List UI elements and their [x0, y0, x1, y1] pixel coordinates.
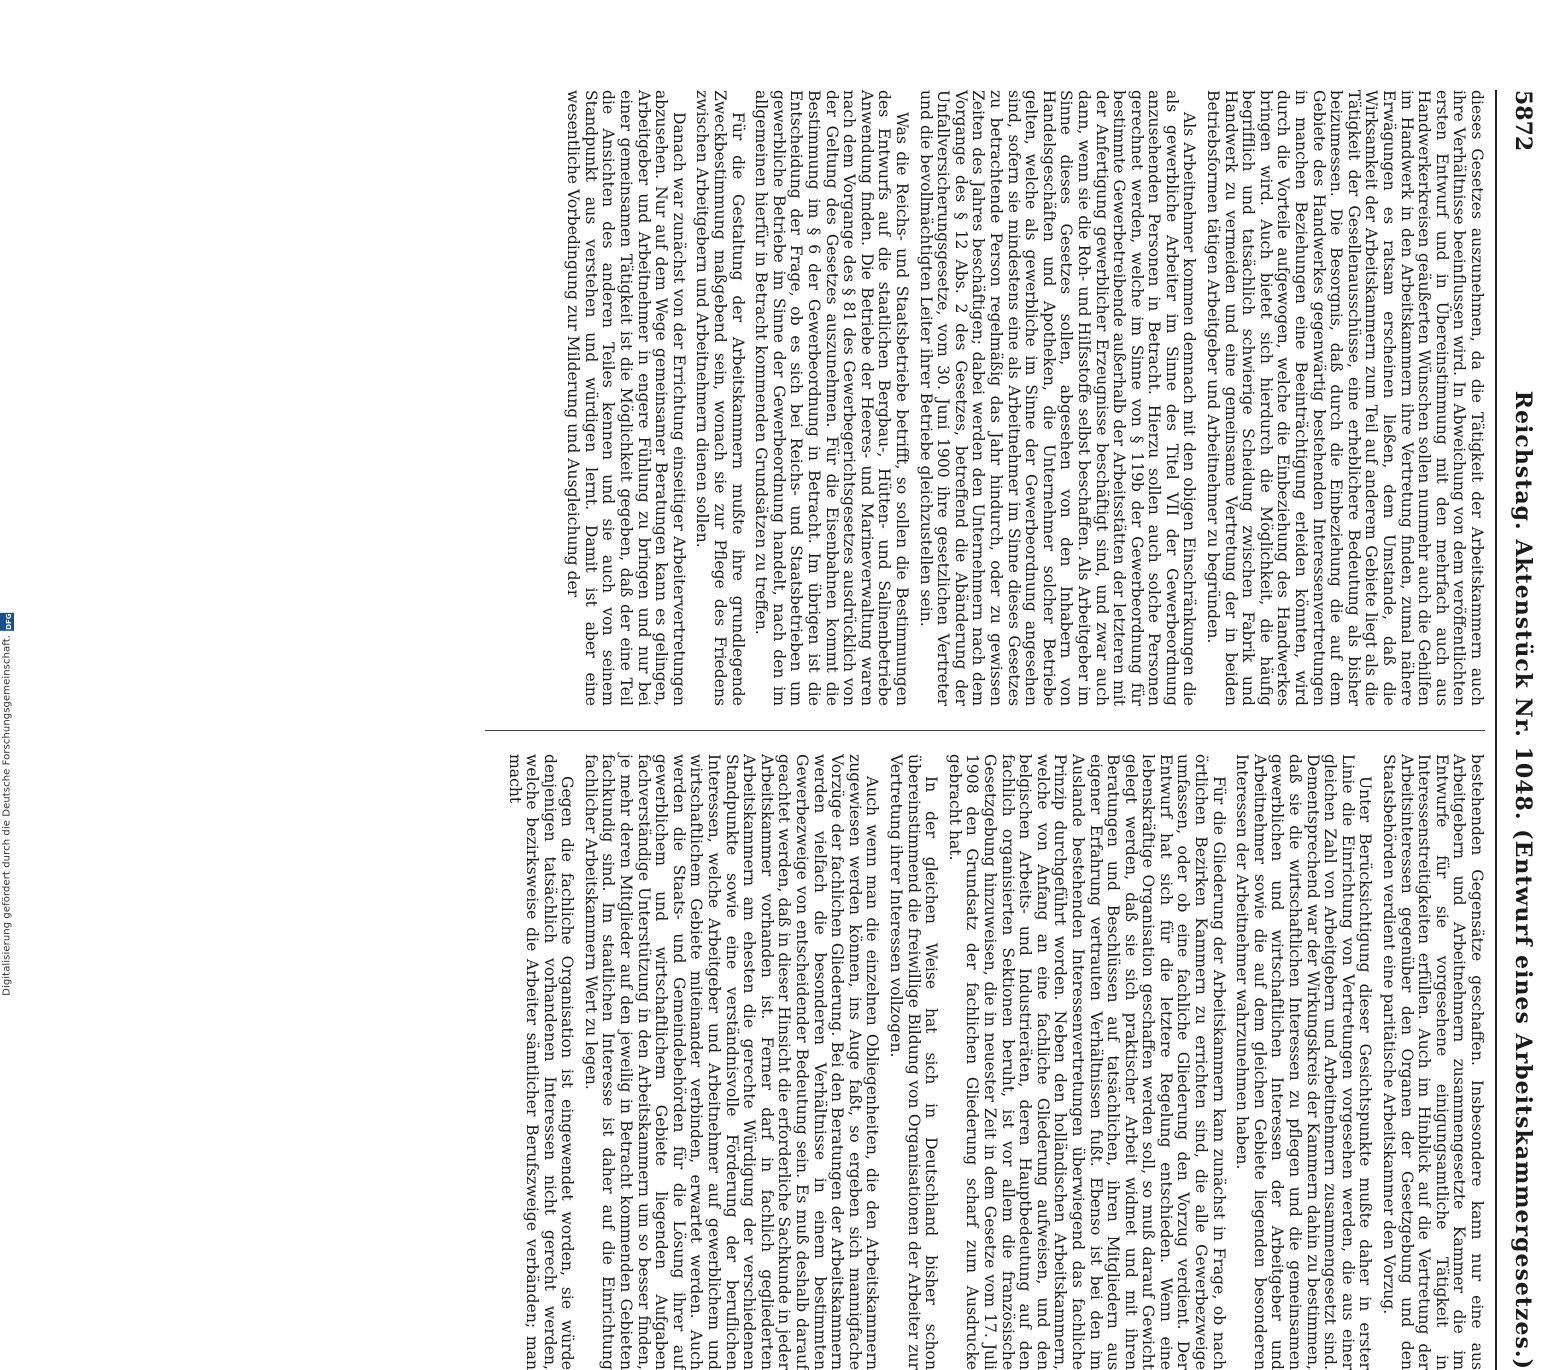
- paragraph: Für die Gliederung der Arbeitskammern kam zunächst in Frage, ob nach örtlichen Bezirken Kammern zu errichten sind, die alle Gewerbezweige umfassen, oder ob eine fachliche Gliederung den Vorzug verdient. Der Entwurf hat sich für die letztere Regelung entschieden. Wenn eine lebenskräftige Organisation geschaffen werden soll, so muß darauf Gewicht gelegt werden, daß sie sich praktischer Arbeit widmet und mit ihren Beratungen und Beschlüssen auf tatsächlichen, ihren Mitgliedern aus eigener Erfahrung vertrauten Verhältnissen fußt. Ebenso ist bei den im Auslande bestehenden Interessenvertretungen überwiegend das fachliche Prinzip durchgeführt worden. Neben den holländischen Arbeitskammern, welche von Anfang an eine fachliche Gliederung aufweisen, und den belgischen Arbeits- und Industrieräten, deren Hauptbedeutung auf den fachlich organisierten Sektionen beruht, ist vor allem die französische Gesetzgebung hinzuweisen, die in neuester Zeit in dem Gesetze vom 17. Juli 1908 den Grundsatz der fachlichen Gliederung scharf zum Ausdrucke gebracht hat.: [945, 754, 1228, 1370]
- paragraph: bestehenden Gegensätze geschaffen. Insbesondere kann nur eine aus Arbeitgebern und Arbeitnehmern zusammengesetzte Kammer die im Entwurfe für sie vorgesehene einigungsamtliche Tätigkeit in Interessenstreitigkeiten erfüllen. Auch im Hinblick auf die Vertretung der Arbeitsinteressen gegenüber den Organen der Gesetzgebung und den Staatsbehörden verdient eine paritätische Arbeitskammer den Vorzug.: [1380, 754, 1486, 1370]
- paragraph: In der gleichen Weise hat sich in Deutschland bisher schon übereinstimmend die freiwillige Bildung von Organisationen der Arbeiter zur Vertretung ihrer Interessen vollzogen.: [887, 754, 941, 1370]
- document-page: [483, 90, 1543, 1370]
- paragraph: Für die Gestaltung der Arbeitskammern mußte ihre grundlegende Zweckbestimmung maßgebend sein, wonach sie zur Pflege des Friedens zwischen Arbeitgebern und Arbeitnehmern dienen sollen.: [693, 90, 747, 706]
- paragraph: Gegen die fachliche Organisation ist eingewendet worden, sie würde denjenigen tatsächlich vorhandenen Interessen nicht gerecht werden, welche bezirksweise die Arbeiter sämtlicher Berufszweige verbänden; man macht: [505, 754, 577, 1370]
- text-column-right: [505, 754, 1485, 1370]
- paragraph: Danach war zunächst von der Errichtung einseitiger Arbeitervertretungen abzusehen. Nur auf dem Wege gemeinsamer Beratungen kann es gelingen, Arbeitgeber und Arbeitnehmer in engere Fühlung zu bringen und nur bei einer gemeinsamen Tätigkeit ist die Möglichkeit gegeben, daß der eine Teil die Ansichten des anderen Teiles kennen und sie auch von seinem Standpunkt aus verstehen und würdigen lernt. Damit ist aber eine wesentliche Vorbedingung zur Milderung und Ausgleichung der: [564, 90, 688, 706]
- text-column-left: [564, 90, 1485, 706]
- paragraph: Auch wenn man die einzelnen Obliegenheiten, die den Arbeitskammern zugewiesen werden können, ins Auge faßt, so ergeben sich mannigfache Vorzüge der fachlichen Gliederung. Bei den Beratungen der Arbeitskammern werden vielfach die besonderen Verhältnisse in einem bestimmten Gewerbezweige von entscheidender Bedeutung sein. Es muß deshalb darauf geachtet werden, daß in dieser Hinsicht die erforderliche Sachkunde in jeder Arbeitskammer vorhanden ist. Ferner darf in fachlich gegliederten Arbeitskammern am ehesten die gerechte Würdigung der verschiedenen Standpunkte sowie eine verständnisvolle Förderung der beruflichen Interessen, welche Arbeitgeber und Arbeitnehmer auf gewerblichem und wirtschaftlichem Gebiete miteinander verbinden, erwartet werden. Auch werden die Staats- und Gemeindebehörden für die Lösung ihrer auf gewerblichem und wirtschaftlichem Gebiete liegenden Aufgaben fachverständige Unterstützung in den Arbeitskammern um so besser finden, je mehr deren Mitglieder auf den jeweilig in Betracht kommenden Gebieten fachkundig sind. Im staatlichen Interesse ist daher auf die Einrichtung fachlicher Arbeitskammern Wert zu legen.: [581, 754, 882, 1370]
- header-rule: [1495, 90, 1497, 1370]
- digitization-credit: [0, 613, 14, 996]
- dfg-logo: DFG: [0, 613, 14, 631]
- column-divider: [485, 730, 1485, 731]
- page-title: Reichstag. Aktenstück Nr. 1048. (Entwurf eines Arbeitskammergesetzes.): [1510, 390, 1536, 1370]
- paragraph: dieses Gesetzes auszunehmen, da die Tätigkeit der Arbeitskammern auch ihre Verhältnisse beeinflussen wird. In Abweichung von dem veröffentlichten ersten Entwurf und in Übereinstimmung mit den mehrfach auch aus Handwerkerkreisen geäußerten Wünschen sollen nunmehr auch die Gehilfen im Handwerk in den Arbeitskammern ihre Vertretung finden, zumal nähere Erwägungen es ratsam erscheinen ließen, dem Umstande, daß die Wirksamkeit der Arbeitskammern zum Teil auf anderem Gebiete liegt als die Tätigkeit der Gesellenausschüsse, eine erheblichere Bedeutung als bisher beizumessen. Die Besorgnis, daß durch die Einbeziehung die auf dem Gebiete des Handwerkes gegenwärtig bestehenden Interessenvertretungen in manchen Beziehungen eine Beeinträchtigung erleiden könnten, wird durch die Vorteile aufgewogen, welche die Einbeziehung des Handwerkes bringen wird. Auch bietet sich hierdurch die Möglichkeit, die häufig begrifflich und tatsächlich schwierige Scheidung zwischen Fabrik und Handwerk zu vermeiden und eine gemeinsame Vertretung der in beiden Betriebsformen tätigen Arbeitgeber und Arbeitnehmer zu begründen.: [1204, 90, 1486, 706]
- page-number: 5872: [1510, 90, 1536, 152]
- credit-text: Digitalisierung gefördert durch die Deutsche Forschungsgemeinschaft.: [1, 635, 13, 996]
- paragraph: Unter Berücksichtigung dieser Gesichtspunkte mußte daher in erster Linie die Einrichtung von Vertretungen vorgesehen werden, die aus einer gleichen Zahl von Arbeitgebern und Arbeitnehmern zusammengesetzt sind. Dementsprechend war der Wirkungskreis der Kammern dahin zu bestimmen, daß sie die wirtschaftlichen Interessen zu pflegen und die gemeinsamen gewerblichen und wirtschaftlichen Interessen der Arbeitgeber und Arbeitnehmer sowie die auf dem gleichen Gebiete liegenden besonderen Interessen der Arbeitnehmer wahrzunehmen haben.: [1233, 754, 1375, 1370]
- paragraph: Was die Reichs- und Staatsbetriebe betrifft, so sollen die Bestimmungen des Entwurfs auf die staatlichen Bergbau-, Hütten- und Salinenbetriebe Anwendung finden. Die Betriebe der Heeres- und Marineverwaltung waren nach dem Vorgange des § 81 des Gewerbegerichtsgesetzes ausdrücklich von der Geltung des Gesetzes auszunehmen. Für die Eisenbahnen kommt die Bestimmung im § 6 der Gewerbeordnung in Betracht. Im übrigen ist die Entscheidung der Frage, ob es sich bei Reichs- und Staatsbetrieben um gewerbliche Betriebe im Sinne der Gewerbeordnung handelt, nach den im allgemeinen hierfür in Betracht kommenden Grundsätzen zu treffen.: [752, 90, 911, 706]
- paragraph: Als Arbeitnehmer kommen demnach mit den obigen Einschränkungen die als gewerbliche Arbeiter im Sinne des Titel VII der Gewerbeordnung anzusehenden Personen in Betracht. Hierzu sollen auch solche Personen gerechnet werden, welche im Sinne von § 119b der Gewerbeordnung für bestimmte Gewerbetreibende außerhalb der Arbeitsstätten der letzteren mit der Anfertigung gewerblicher Erzeugnisse beschäftigt sind, und zwar auch dann, wenn sie die Roh- und Hilfsstoffe selbst beschaffen. Als Arbeitgeber im Sinne dieses Gesetzes sollen, abgesehen von den Inhabern von Handelsgeschäften und Apotheken, die Unternehmer solcher Betriebe gelten, welche als gewerbliche im Sinne der Gewerbeordnung angesehen sind, sofern sie mindestens eine als Arbeitnehmer im Sinne dieses Gesetzes zu betrachtende Person regelmäßig das Jahr hindurch, oder zu gewissen Zeiten des Jahres beschäftigen; dabei werden den Unternehmern nach dem Vorgange des § 12 Abs. 2 des Gesetzes, betreffend die Abänderung der Unfallversicherungsgesetze, vom 30. Juni 1900 ihre gesetzlichen Vertreter und die bevollmächtigten Leiter ihrer Betriebe gleichzustellen sein.: [916, 90, 1199, 706]
- page-header: [1503, 90, 1543, 1370]
